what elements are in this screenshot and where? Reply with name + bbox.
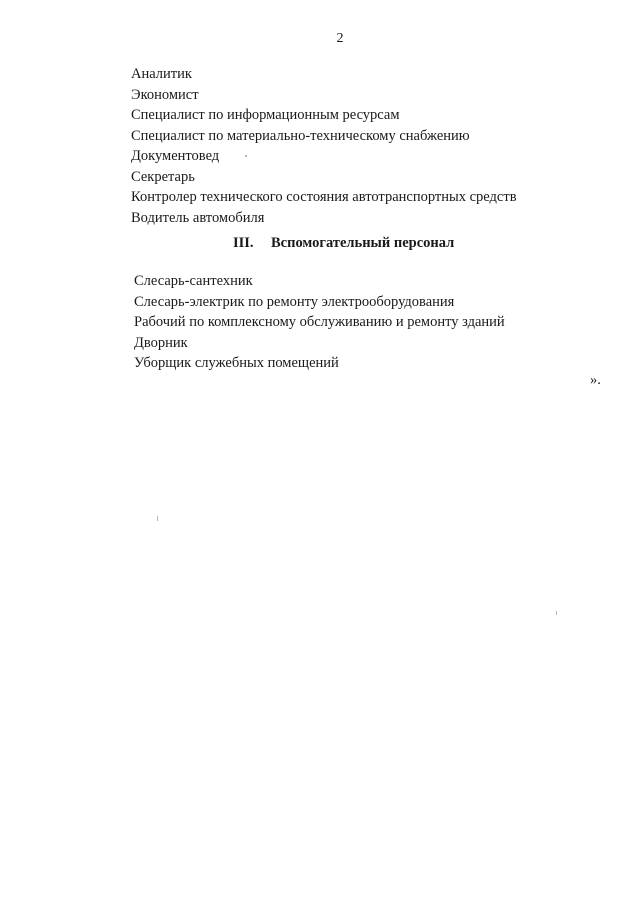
list-item: Секретарь xyxy=(131,168,195,185)
list-item: Слесарь-сантехник xyxy=(134,273,253,289)
scan-speck xyxy=(556,611,557,615)
section-title: Вспомогательный персонал xyxy=(271,235,455,251)
list-item: Рабочий по комплексному обслуживанию и ремонту зданий xyxy=(134,314,505,330)
position-list-bottom xyxy=(134,271,505,374)
list-item: Аналитик xyxy=(131,66,192,82)
scan-speck xyxy=(157,516,158,521)
section-heading xyxy=(233,235,454,252)
list-item: Уборщик служебных помещений xyxy=(134,355,339,371)
position-list-top xyxy=(131,64,517,228)
list-item: Слесарь-электрик по ремонту электрооборудования xyxy=(134,293,455,310)
list-item: Экономист xyxy=(131,86,199,103)
list-item: Дворник xyxy=(134,334,188,351)
list-item: Водитель автомобиля xyxy=(131,209,265,226)
list-item: Контролер технического состояния автотранспортных средств xyxy=(131,189,517,205)
list-item: Специалист по информационным ресурсам xyxy=(131,107,400,123)
closing-quote-mark: ». xyxy=(590,372,601,388)
section-number: III. xyxy=(233,235,254,251)
list-item: Специалист по материально-техническому снабжению xyxy=(131,127,470,144)
page-number: 2 xyxy=(336,31,344,46)
list-item: Документовед xyxy=(131,148,220,164)
scan-speck xyxy=(245,155,247,157)
